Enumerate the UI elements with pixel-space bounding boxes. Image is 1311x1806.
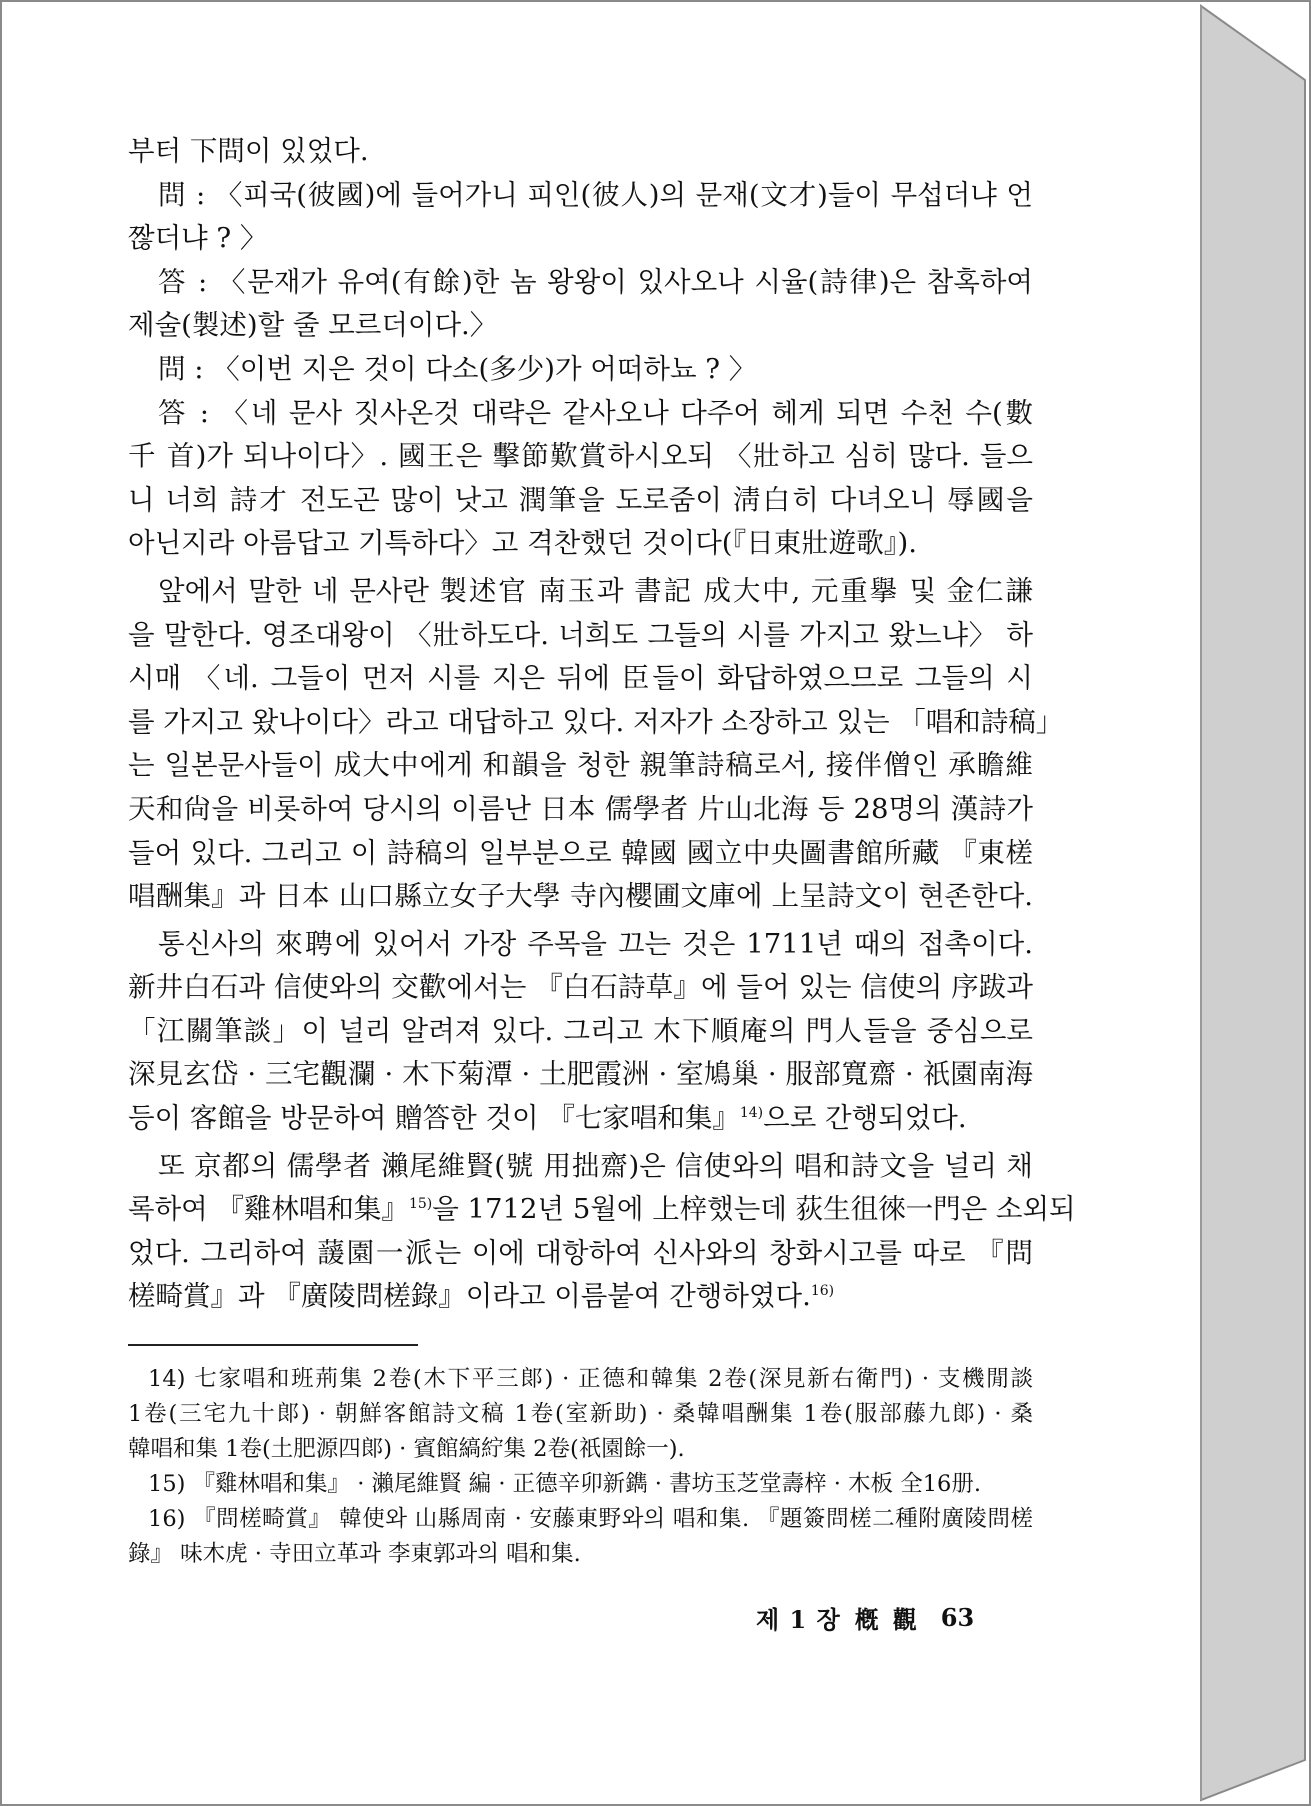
footnote-ref: 15) [408, 1196, 433, 1213]
text-line: 짢더냐 ? 〉 [128, 222, 268, 255]
text-line: 었다. 그리하여 蘐園一派는 이에 대항하여 신사와의 창화시고를 따로 『問 [128, 1236, 1033, 1269]
chapter-title-char: 觀 [892, 1605, 917, 1634]
footnote-line: 14) 七家唱和班荊集 2卷(木下平三郞) · 正德和韓集 2卷(深見新右衛門) · 支機閒談 [148, 1366, 1033, 1392]
text-line: 天和尙을 비롯하여 당시의 이름난 日本 儒學者 片山北海 등 28명의 漢詩가 [128, 792, 1033, 825]
text-line: 시매 〈네. 그들이 먼저 시를 지은 뒤에 臣들이 화답하였으므로 그들의 시 [128, 662, 1033, 695]
text-line: 또 京都의 儒學者 瀨尾維賢(號 用拙齋)은 信使와의 唱和詩文을 널리 채 [158, 1149, 1033, 1182]
text-line: 니 너희 詩才 전도곤 많이 낫고 潤筆을 도로줌이 淸白히 다녀오니 辱國을 [128, 483, 1033, 516]
text-line: 는 일본문사들이 成大中에게 和韻을 청한 親筆詩稿로서, 接伴僧인 承瞻維 [128, 749, 1033, 782]
text-line: 록하여 『雞林唱和集』$^{15)}$을 1712년 5월에 上梓했는데 荻生徂徠一門은 소외되 [128, 1193, 1076, 1226]
text-line: 新井白石과 信使와의 交歡에서는 『白石詩草』에 들어 있는 信使의 序跋과 [128, 971, 1033, 1004]
page-number: 63 [940, 1603, 975, 1632]
text-line: 問 : 〈이번 지은 것이 다소(多少)가 어떠하뇨 ? 〉 [158, 352, 757, 385]
text-line: 아닌지라 아름답고 기특하다〉고 격찬했던 것이다(『日東壯遊歌』). [128, 527, 917, 560]
footnote-line: 錄』 味木虎 · 寺田立革과 李東郭과의 唱和集. [128, 1541, 581, 1567]
text-line: 問 : 〈피국(彼國)에 들어가니 피인(彼人)의 문재(文才)들이 무섭더냐 언 [158, 178, 1033, 211]
text-line: 答 : 〈문재가 유여(有餘)한 놈 왕왕이 있사오나 시율(詩律)은 참혹하여 [158, 265, 1033, 298]
text-line: 深見玄岱 · 三宅觀瀾 · 木下菊潭 · 土肥霞洲 · 室鳩巢 · 服部寬齋 · 祇園南海 [128, 1058, 1033, 1091]
footnote-ref: 16) [810, 1283, 835, 1300]
text-line: 들어 있다. 그리고 이 詩稿의 일부분으로 韓國 國立中央圖書館所藏 『東槎 [128, 836, 1033, 869]
chapter-title-char: 槪 [854, 1605, 879, 1634]
text-line: 부터 下問이 있었다. [128, 135, 369, 167]
running-footer [756, 1600, 1036, 1635]
text-line: 을 말한다. 영조대왕이 〈壯하도다. 너희도 그들의 시를 가지고 왔느냐〉 하 [128, 618, 1033, 651]
footnotes [128, 1362, 1033, 1572]
text-line: 제술(製述)할 줄 모르더이다.〉 [128, 309, 498, 342]
footnote-line: 1卷(三宅九十郞) · 朝鮮客館詩文稿 1卷(室新助) · 桑韓唱酬集 1卷(服部藤九郞) · 桑 [128, 1401, 1033, 1427]
footnote-line: 16) 『問槎畸賞』 韓使와 山縣周南 · 安藤東野와의 唱和集. 『題簽問槎二種附廣陵問槎 [148, 1506, 1033, 1532]
main-text [128, 130, 1076, 1319]
footnote-separator [128, 1344, 418, 1346]
text-line: 千 首)가 되나이다〉. 國王은 擊節歎賞하시오되 〈壯하고 심히 많다. 들으 [128, 440, 1033, 473]
text-line: 앞에서 말한 네 문사란 製述官 南玉과 書記 成大中, 元重擧 및 金仁謙 [158, 574, 1033, 607]
text-line: 答 : 〈네 문사 짓사온것 대략은 같사오나 다주어 헤게 되면 수천 수(數 [158, 396, 1033, 429]
footnote-ref: 14) [739, 1105, 764, 1122]
text-line: 唱酬集』과 日本 山口縣立女子大學 寺內櫻圃文庫에 上呈詩文이 현존한다. [128, 880, 1033, 913]
footnote-line: 韓唱和集 1卷(土肥源四郞) · 賓館縞紵集 2卷(祇園餘一). [128, 1436, 685, 1462]
text-line: 槎畸賞』과 『廣陵問槎錄』이라고 이름붙여 간행하였다.$^{16)}$ [128, 1280, 835, 1313]
text-line: 등이 客館을 방문하여 贈答한 것이 『七家唱和集』$^{14)}$으로 간행되었다. [128, 1102, 967, 1135]
text-line: 「江關筆談」이 널리 알려져 있다. 그리고 木下順庵의 門人들을 중심으로 [128, 1014, 1033, 1047]
text-line: 통신사의 來聘에 있어서 가장 주목을 끄는 것은 1711년 때의 접촉이다. [158, 927, 1033, 960]
text-line: 를 가지고 왔나이다〉라고 대답하고 있다. 저자가 소장하고 있는 「唱和詩稿」 [128, 705, 1064, 738]
footnote-line: 15) 『雞林唱和集』 · 瀨尾維賢 編 · 正德辛卯新鐫 · 書坊玉芝堂壽梓 · 木板 全16册. [148, 1471, 981, 1497]
chapter-label: 제 1 장 [756, 1605, 841, 1634]
